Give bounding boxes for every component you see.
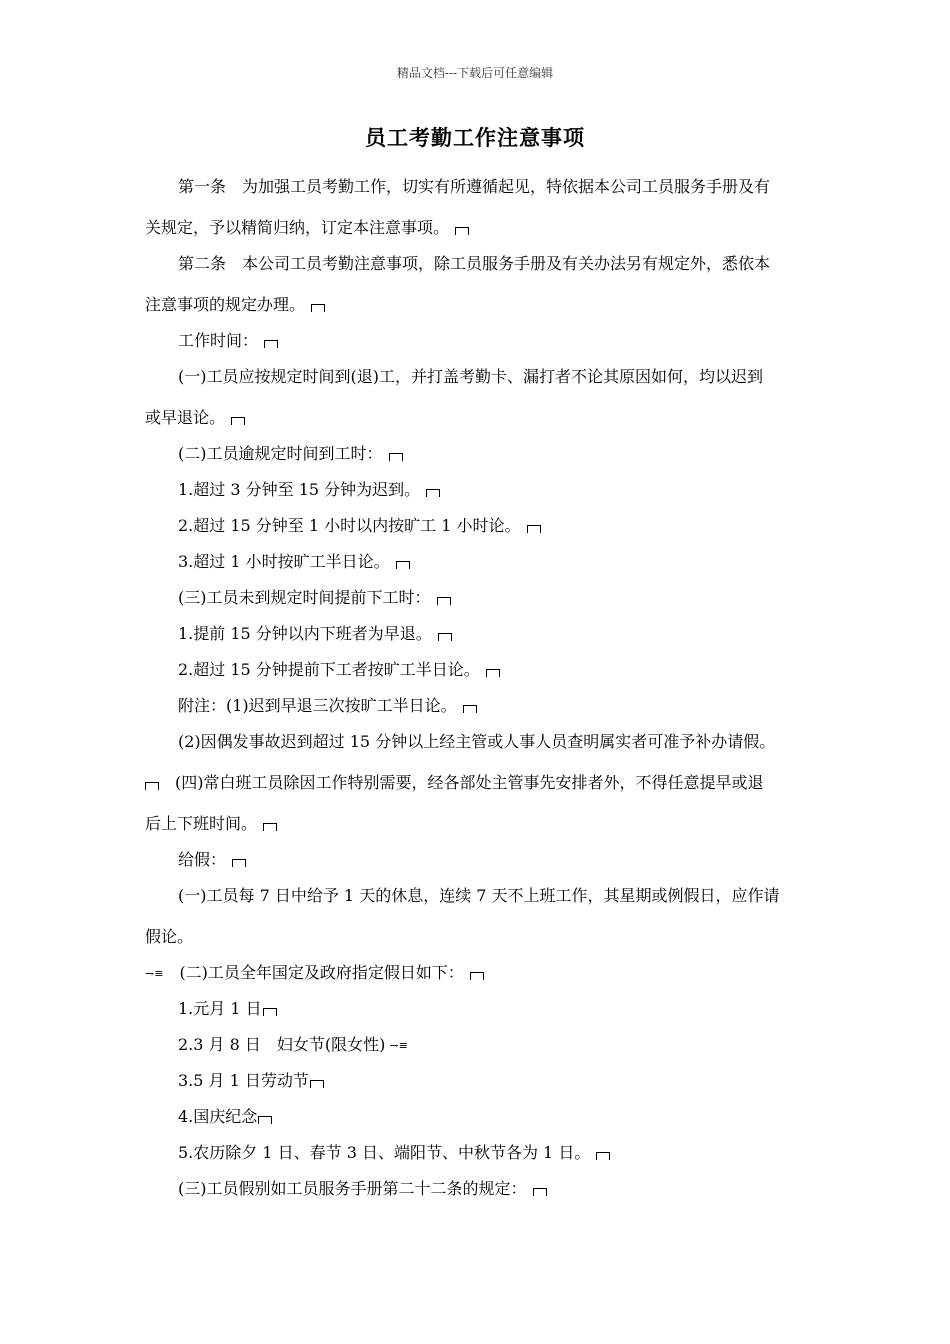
line-text: 第一条 为加强工员考勤工作，切实有所遵循起见，特依据本公司工员服务手册及有	[178, 177, 771, 196]
paragraph-mark-icon	[263, 823, 277, 831]
paragraph-line	[178, 1142, 610, 1164]
paragraph-mark-icon	[232, 859, 246, 867]
line-text: 2.超过 15 分钟提前下工者按旷工半日论。	[178, 660, 480, 679]
paragraph-mark-icon	[463, 705, 477, 713]
paragraph-line	[145, 813, 277, 835]
line-text: 1.元月 1 日	[178, 999, 262, 1018]
line-text: 1.超过 3 分钟至 15 分钟为迟到。	[178, 480, 421, 499]
paragraph-line	[178, 366, 763, 388]
line-text: 3.5 月 1 日劳动节	[178, 1071, 309, 1090]
document-title: 员工考勤工作注意事项	[365, 125, 585, 150]
paragraph-mark-icon	[438, 633, 452, 641]
line-text: (二)工员全年国定及政府指定假日如下：	[179, 963, 464, 982]
paragraph-line	[178, 849, 246, 871]
paragraph-line	[178, 176, 770, 198]
line-text: 第二条 本公司工员考勤注意事项，除工员服务手册及有关办法另有规定外，悉依本	[178, 254, 771, 273]
line-text: 注意事项的规定办理。	[145, 295, 306, 314]
paragraph-line	[178, 515, 541, 537]
line-text: 5.农历除夕 1 日、春节 3 日、端阳节、中秋节各为 1 日。	[178, 1143, 591, 1162]
paragraph-line	[178, 479, 440, 501]
paragraph-mark-icon	[396, 561, 410, 569]
paragraph-line	[178, 731, 775, 753]
paragraph-mark-icon	[527, 525, 541, 533]
paragraph-line	[178, 1178, 547, 1200]
line-text: 工作时间：	[178, 331, 259, 350]
line-text: 1.提前 15 分钟以内下班者为早退。	[178, 624, 432, 643]
paragraph-line	[145, 926, 193, 948]
paragraph-mark-icon	[231, 417, 245, 425]
paragraph-line	[178, 330, 278, 352]
line-text: (三)工员假别如工员服务手册第二十二条的规定：	[178, 1179, 527, 1198]
line-text: 2.超过 15 分钟至 1 小时以内按旷工 1 小时论。	[178, 516, 521, 535]
paragraph-line	[178, 623, 452, 645]
line-text: 关规定，予以精简归纳，订定本注意事项。	[145, 218, 450, 237]
page-header: 精品文档---下载后可任意编辑	[396, 66, 554, 80]
line-text: (三)工员未到规定时间提前下工时：	[178, 588, 431, 607]
paragraph-mark-icon	[486, 669, 500, 677]
paragraph-line	[178, 1106, 272, 1128]
paragraph-mark-icon	[533, 1188, 547, 1196]
line-text: 附注：(1)迟到早退三次按旷工半日论。	[178, 696, 457, 715]
paragraph-mark-icon	[264, 340, 278, 348]
line-text: (二)工员逾规定时间到工时：	[178, 444, 383, 463]
line-text: 4.国庆纪念	[178, 1107, 258, 1126]
paragraph-mark-icon	[455, 227, 469, 235]
paragraph-mark-icon	[311, 304, 325, 312]
paragraph-line	[145, 407, 245, 429]
paragraph-line	[145, 772, 764, 794]
line-text: 后上下班时间。	[145, 814, 258, 833]
paragraph-line	[178, 885, 780, 907]
line-text: 或早退论。	[145, 408, 226, 427]
paragraph-line	[178, 253, 770, 275]
paragraph-line	[178, 659, 500, 681]
paragraph-mark-icon	[389, 453, 403, 461]
line-text: 2.3 月 8 日 妇女节(限女性)	[178, 1035, 386, 1054]
paragraph-mark-icon	[596, 1152, 610, 1160]
paragraph-mark-icon	[145, 782, 159, 790]
paragraph-mark-icon	[263, 1008, 277, 1016]
line-text: (四)常白班工员除因工作特别需要，经各部处主管事先安排者外，不得任意提早或退	[175, 773, 764, 792]
paragraph-mark-icon	[426, 489, 440, 497]
table-mark-icon: ⇁≡	[145, 967, 164, 980]
paragraph-mark-icon	[258, 1116, 272, 1124]
paragraph-line	[178, 695, 477, 717]
paragraph-line	[145, 962, 484, 985]
line-text: (一)工员每 7 日中给予 1 天的休息，连续 7 天不上班工作，其星期或例假日，应作请	[178, 886, 780, 905]
paragraph-line	[145, 294, 325, 316]
paragraph-line	[145, 217, 469, 239]
paragraph-mark-icon	[437, 597, 451, 605]
line-text: (一)工员应按规定时间到(退)工，并打盖考勤卡、漏打者不论其原因如何，均以迟到	[178, 367, 763, 386]
paragraph-mark-icon	[470, 972, 484, 980]
paragraph-line	[178, 551, 410, 573]
line-text: 3.超过 1 小时按旷工半日论。	[178, 552, 390, 571]
paragraph-line	[178, 587, 451, 609]
line-text: (2)因偶发事故迟到超过 15 分钟以上经主管或人事人员查明属实者可准予补办请假。	[178, 732, 776, 751]
paragraph-line	[178, 1034, 412, 1057]
paragraph-mark-icon	[310, 1080, 324, 1088]
line-text: 假论。	[145, 927, 194, 946]
table-mark-icon: ⇁≡	[389, 1039, 408, 1052]
paragraph-line	[178, 1070, 324, 1092]
paragraph-line	[178, 998, 277, 1020]
line-text: 给假：	[178, 850, 227, 869]
paragraph-line	[178, 443, 403, 465]
